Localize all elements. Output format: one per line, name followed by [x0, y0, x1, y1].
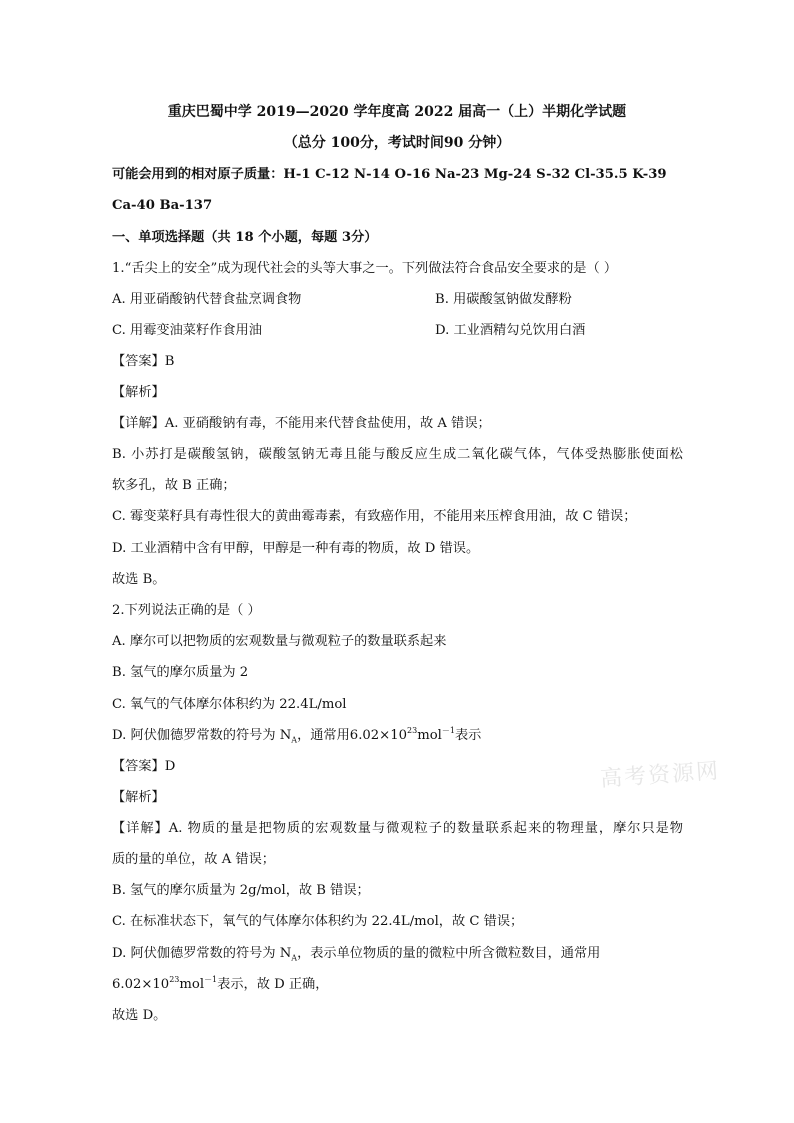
q2-option-d-suffix: 表示 [454, 728, 482, 743]
q2-analysis-label: 【解析】 [112, 790, 165, 805]
avogadro-subscript: A [291, 735, 298, 745]
q2-answer: 【答案】D [112, 759, 176, 774]
avogadro-subscript: A [291, 953, 298, 963]
q2-option-d-prefix: D. 阿伏伽德罗常数的符号为 N [112, 728, 292, 743]
exponent-minus-1: －1 [441, 725, 455, 735]
q2-option-a: A. 摩尔可以把物质的宏观数量与微观粒子的数量联系起来 [112, 634, 447, 649]
exam-title: 重庆巴蜀中学 2019—2020 学年度高 2022 届高一（上）半期化学试题 [167, 104, 627, 120]
watermark: 高考资源网 [599, 758, 721, 793]
q2-detail-d2-suffix: 表示，故 D 正确， [217, 977, 329, 992]
q2-option-c: C. 氧气的气体摩尔体积约为 22.4L/mol [112, 697, 347, 712]
q2-detail-d-line-2 [112, 976, 328, 994]
q1-option-a: A. 用亚硝酸钠代替食盐烹调食物 [112, 292, 302, 307]
q2-detail-d2-unit: mol [179, 977, 205, 992]
exponent-minus-1: －1 [204, 974, 218, 984]
q2-detail-a-line-1: 【详解】A. 物质的量是把物质的宏观数量与微观粒子的数量联系起来的物理量，摩尔只是物 [112, 821, 683, 836]
exam-subtitle: （总分 100分，考试时间90 分钟） [283, 135, 511, 151]
q2-option-d [112, 727, 481, 745]
q2-detail-b: B. 氢气的摩尔质量为 2g/mol，故 B 错误； [112, 883, 370, 898]
q2-detail-a-line-2: 质的量的单位，故 A 错误； [112, 852, 275, 867]
q2-conclusion: 故选 D。 [112, 1008, 167, 1023]
q1-conclusion: 故选 B。 [112, 572, 166, 587]
q1-option-d: D. 工业酒精勾兑饮用白酒 [435, 323, 586, 338]
q2-option-d-unit: mol [417, 728, 442, 743]
q2-detail-d2-prefix: 6.02×10 [112, 977, 170, 992]
q1-detail-b-line-1: B. 小苏打是碳酸氢钠，碳酸氢钠无毒且能与酸反应生成二氧化碳气体，气体受热膨胀使面松 [112, 447, 683, 462]
q1-detail-b-line-2: 软多孔，故 B 正确； [112, 478, 236, 493]
exponent-23: 23 [169, 974, 180, 984]
atomic-masses-line-2: Ca-40 Ba-137 [112, 198, 213, 213]
q2-stem: 2.下列说法正确的是（ ） [112, 603, 261, 618]
q1-detail-c: C. 霉变菜籽具有毒性很大的黄曲霉毒素，有致癌作用，不能用来压榨食用油，故 C 错误； [112, 509, 637, 524]
q2-detail-d-prefix: D. 阿伏伽德罗常数的符号为 N [112, 946, 292, 961]
q2-detail-d-suffix: ，表示单位物质的量的微粒中所含微粒数目，通常用 [297, 946, 601, 961]
q1-stem: 1.“舌尖上的安全”成为现代社会的头等大事之一。下列做法符合食品安全要求的是（ ） [112, 261, 618, 276]
q1-detail-a: 【详解】A. 亚硝酸钠有毒，不能用来代替食盐使用，故 A 错误； [112, 416, 491, 431]
section-heading: 一、单项选择题（共 18 个小题，每题 3分） [112, 230, 378, 245]
q1-option-c: C. 用霉变油菜籽作食用油 [112, 323, 262, 338]
q1-answer: 【答案】B [112, 354, 175, 369]
q2-detail-d-line-1 [112, 945, 600, 963]
exponent-23: 23 [407, 725, 418, 735]
q1-analysis-label: 【解析】 [112, 385, 165, 400]
q2-option-d-mid: ，通常用6.02×10 [297, 728, 408, 743]
q1-option-b: B. 用碳酸氢钠做发酵粉 [435, 292, 572, 307]
q1-detail-d: D. 工业酒精中含有甲醇，甲醇是一种有毒的物质，故 D 错误。 [112, 541, 480, 556]
q2-detail-c: C. 在标准状态下，氧气的气体摩尔体积约为 22.4L/mol，故 C 错误； [112, 914, 524, 929]
atomic-masses-line-1: 可能会用到的相对原子质量：H-1 C-12 N-14 O-16 Na-23 Mg-24 S-32 Cl-35.5 K-39 [112, 167, 667, 182]
q2-option-b: B. 氢气的摩尔质量为 2 [112, 665, 249, 680]
